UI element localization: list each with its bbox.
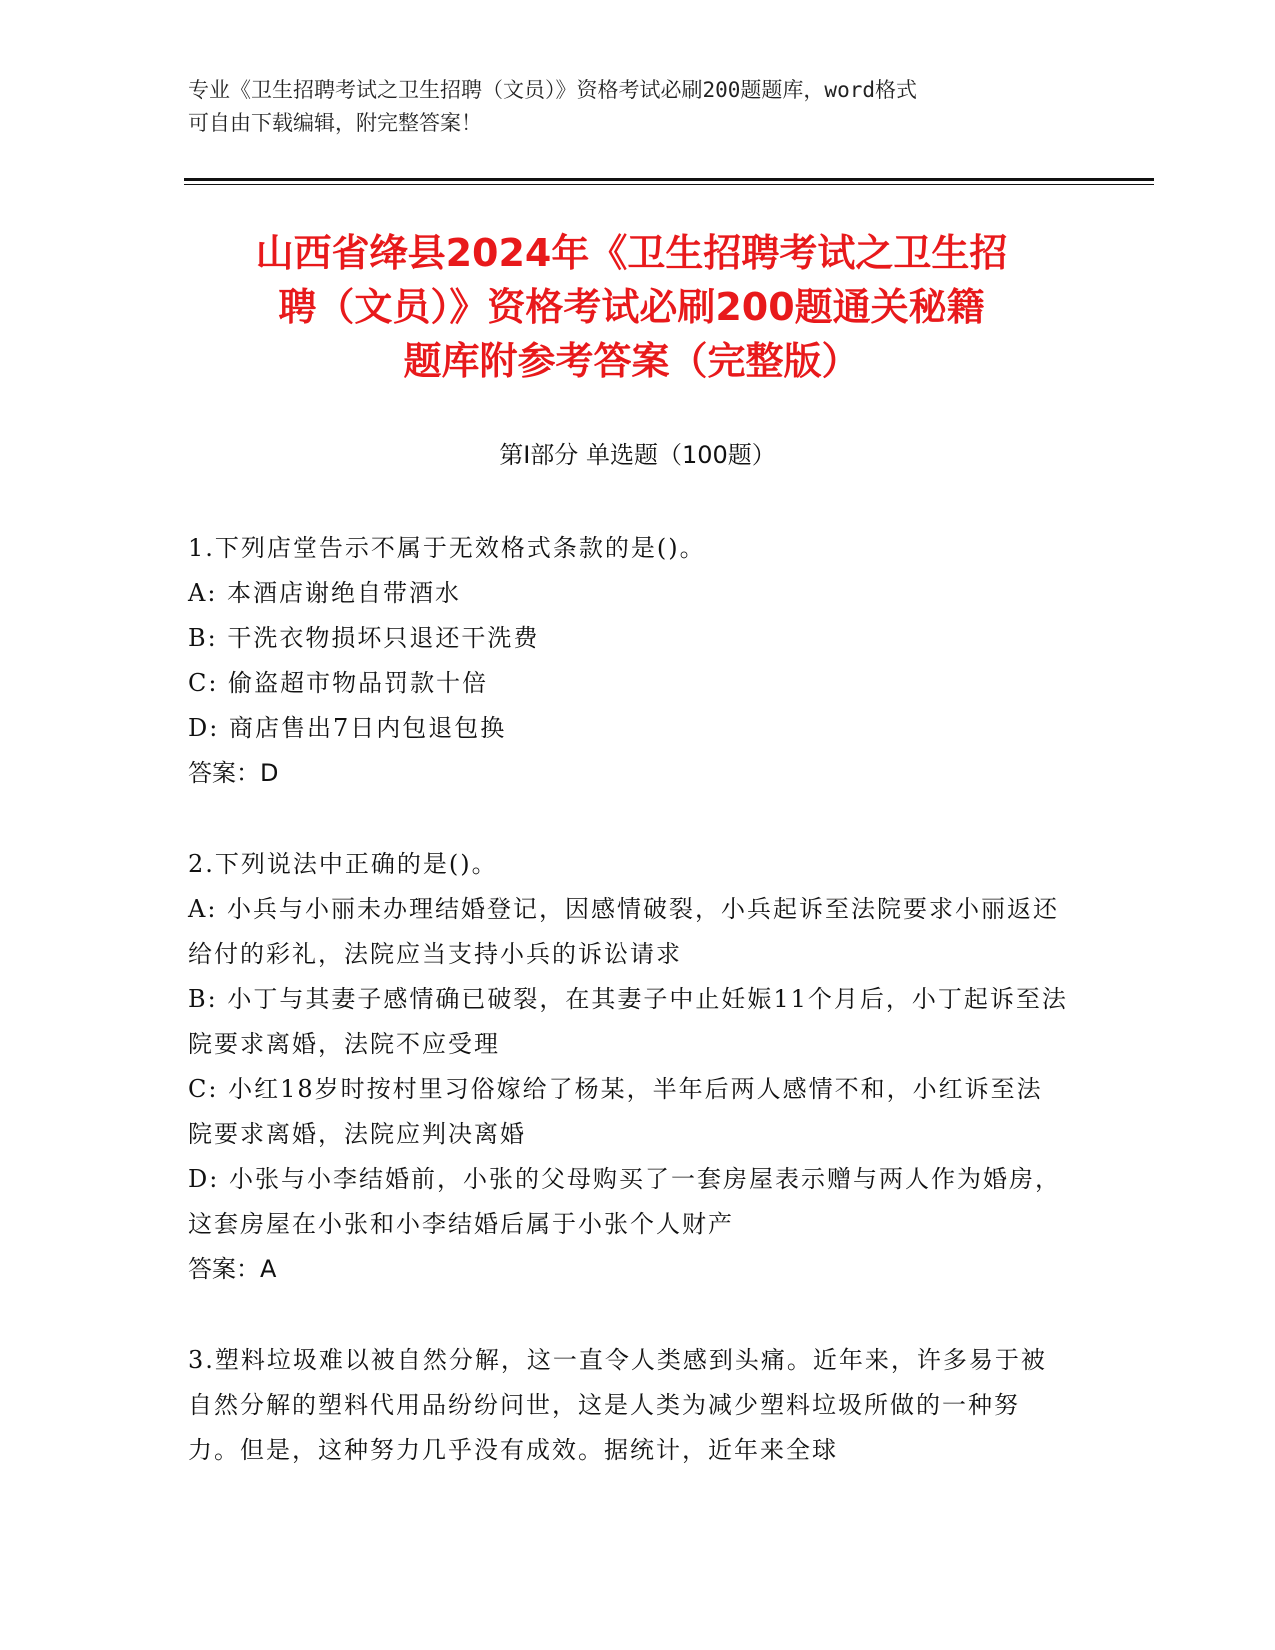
title-line-1: 山西省绛县2024年《卫生招聘考试之卫生招	[255, 231, 1008, 275]
title-line-2: 聘（文员）》资格考试必刷200题通关秘籍	[278, 285, 985, 329]
question-1	[188, 526, 1068, 796]
answer: 答案：A	[188, 1255, 277, 1283]
question-stem: 2.下列说法中正确的是()。	[188, 850, 498, 878]
question-stem: 3.塑料垃圾难以被自然分解，这一直令人类感到头痛。近年来，许多易于被自然分解的塑料代用品纷纷问世，这是人类为减少塑料垃圾所做的一种努力。但是，这种努力几乎没有成效。据统计，近年来全球	[188, 1346, 1047, 1464]
question-3	[188, 1338, 1068, 1473]
header-divider-thick	[184, 178, 1154, 181]
question-2	[188, 842, 1068, 1292]
document-title	[184, 226, 1079, 388]
header-note-line-1: 专业《卫生招聘考试之卫生招聘（文员）》资格考试必刷200题题库，word格式	[188, 78, 917, 102]
question-list	[188, 526, 1068, 1519]
option-c: C: 偷盗超市物品罚款十倍	[188, 669, 489, 697]
question-stem: 1.下列店堂告示不属于无效格式条款的是()。	[188, 534, 706, 562]
header-note-line-2: 可自由下载编辑，附完整答案！	[188, 111, 482, 135]
option-c: C: 小红18岁时按村里习俗嫁给了杨某，半年后两人感情不和，小红诉至法院要求离婚，法院应判决离婚	[188, 1075, 1043, 1148]
option-a: A: 小兵与小丽未办理结婚登记，因感情破裂，小兵起诉至法院要求小丽返还给付的彩礼，法院应当支持小兵的诉讼请求	[188, 895, 1060, 968]
answer: 答案：D	[188, 759, 279, 787]
option-b: B: 干洗衣物损坏只退还干洗费	[188, 624, 540, 652]
title-line-3: 题库附参考答案（完整版）	[403, 339, 860, 383]
section-heading: 第Ⅰ部分 单选题（100题）	[499, 441, 776, 469]
option-d: D: 小张与小李结婚前，小张的父母购买了一套房屋表示赠与两人作为婚房，这套房屋在小张和小李结婚后属于小张个人财产	[188, 1165, 1061, 1238]
option-a: A: 本酒店谢绝自带酒水	[188, 579, 462, 607]
header-divider-thin	[184, 184, 1154, 185]
option-b: B: 小丁与其妻子感情确已破裂，在其妻子中止妊娠11个月后，小丁起诉至法院要求离婚，法院不应受理	[188, 985, 1068, 1058]
option-d: D: 商店售出7日内包退包换	[188, 714, 507, 742]
header-note	[188, 74, 1068, 140]
